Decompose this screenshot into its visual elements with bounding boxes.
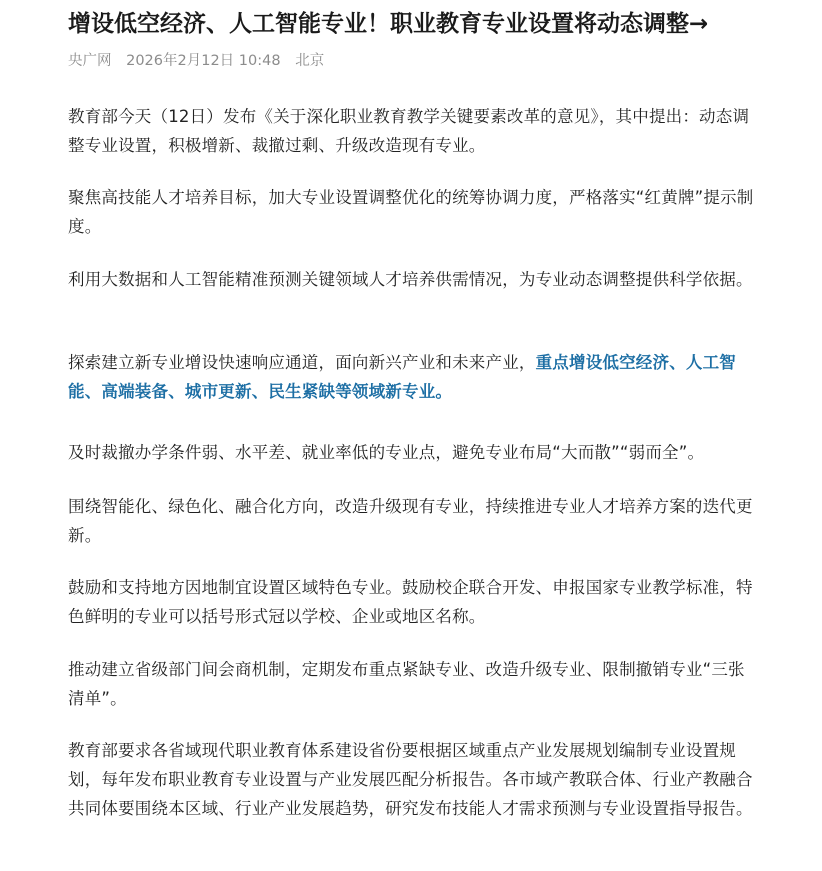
paragraph-7: 鼓励和支持地方因地制宜设置区域特色专业。鼓励校企联合开发、申报国家专业教学标准，特色鲜明的专业可以括号形式冠以学校、企业或地区名称。 [68, 578, 753, 626]
article-location: 北京 [295, 53, 325, 69]
paragraph-8: 推动建立省级部门间会商机制，定期发布重点紧缺专业、改造升级专业、限制撤销专业“三张清单”。 [68, 660, 745, 708]
paragraph-4 [68, 348, 758, 406]
paragraph-6: 围绕智能化、绿色化、融合化方向，改造升级现有专业，持续推进专业人才培养方案的迭代更新。 [68, 497, 753, 545]
article-source[interactable]: 央广网 [68, 53, 112, 69]
article-datetime: 2026年2月12日 10:48 [126, 53, 281, 69]
article-title: 增设低空经济、人工智能专业！职业教育专业设置将动态调整→ [68, 11, 709, 37]
paragraph-1: 教育部今天（12日）发布《关于深化职业教育教学关键要素改革的意见》，其中提出：动态调整专业设置，积极增新、裁撤过剩、升级改造现有专业。 [68, 107, 750, 155]
paragraph-4-text: 探索建立新专业增设快速响应通道，面向新兴产业和未来产业， [68, 353, 536, 372]
article-meta [68, 50, 334, 72]
paragraph-4-highlight: 重点增设低空经济、人工智能、高端装备、城市更新、民生紧缺等领域新专业。 [68, 353, 737, 401]
paragraph-9: 教育部要求各省域现代职业教育体系建设省份要根据区域重点产业发展规划编制专业设置规划，每年发布职业教育专业设置与产业发展匹配分析报告。各市域产教联合体、行业产教融合共同体要围绕本区域、行业产业发展趋势，研究发布技能人才需求预测与专业设置指导报告。 [68, 741, 753, 818]
paragraph-5: 及时裁撤办学条件弱、水平差、就业率低的专业点，避免专业布局“大而散”“弱而全”。 [68, 443, 705, 462]
paragraph-3: 利用大数据和人工智能精准预测关键领域人才培养供需情况，为专业动态调整提供科学依据。 [68, 270, 753, 289]
paragraph-2: 聚焦高技能人才培养目标，加大专业设置调整优化的统筹协调力度，严格落实“红黄牌”提示制度。 [68, 188, 754, 236]
